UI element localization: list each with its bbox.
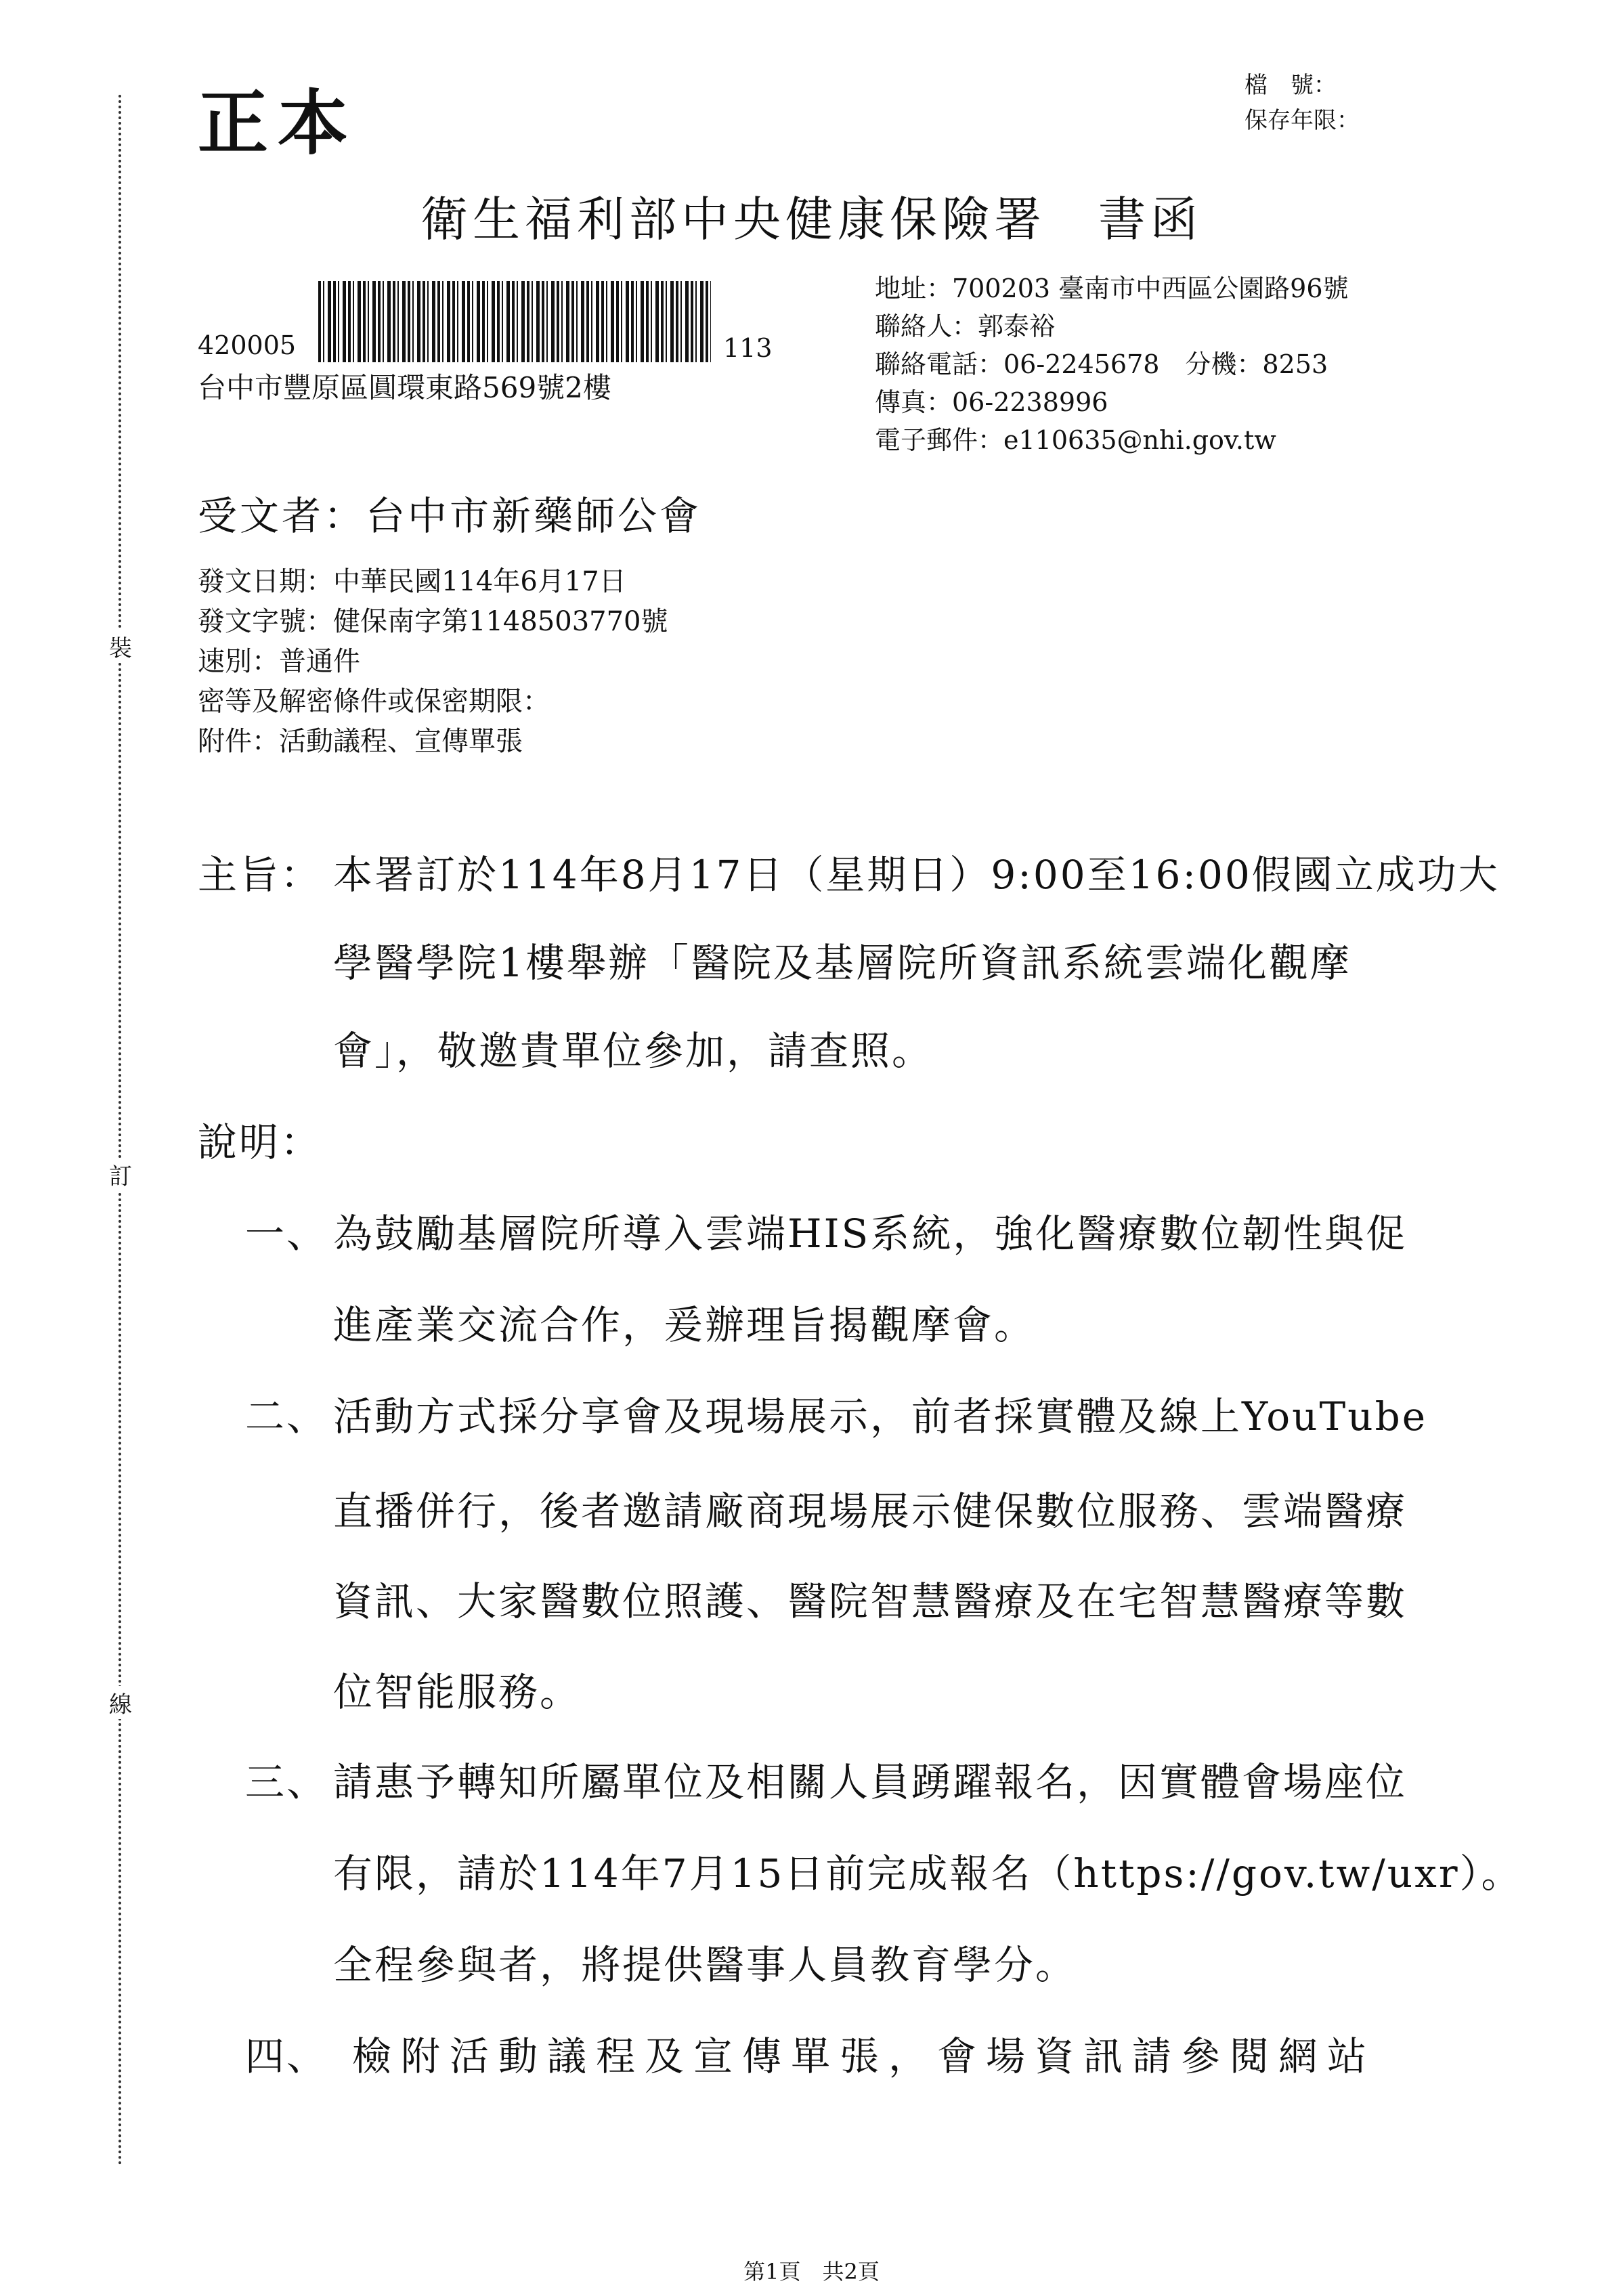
- item-line: 請惠予轉知所屬單位及相關人員踴躍報名，因實體會場座位: [333, 1759, 1408, 1805]
- page-footer: 第1頁 共2頁: [743, 2259, 880, 2284]
- item-line: 為鼓勵基層院所導入雲端HIS系統，強化醫療數位韌性與促: [333, 1211, 1408, 1257]
- item-line: 進產業交流合作，爰辦理旨揭觀摩會。: [333, 1302, 1036, 1348]
- item-line: 位智能服務。: [333, 1669, 582, 1715]
- binding-line: [118, 95, 121, 2167]
- file-info: [1245, 68, 1360, 138]
- secrecy-level: 密等及解密條件或保密期限：: [198, 686, 550, 717]
- sender-email: 電子郵件：e110635@nhi.gov.tw: [875, 425, 1276, 455]
- explanation-label: 說明：: [198, 1119, 322, 1165]
- retention-label: 保存年限：: [1245, 107, 1360, 134]
- subject-line: 本署訂於114年8月17日（星期日）9:00至16:00假國立成功大: [333, 852, 1500, 898]
- subject-line: 會」，敬邀貴單位參加，請查照。: [333, 1028, 934, 1074]
- barcode: [318, 281, 711, 362]
- issue-date: 發文日期：中華民國114年6月17日: [198, 566, 626, 597]
- subject-label: 主旨：: [198, 852, 322, 898]
- document-number: 發文字號：健保南字第1148503770號: [198, 606, 668, 637]
- document-meta: [198, 562, 668, 762]
- binding-char-bottom: 線: [108, 1686, 133, 1719]
- subject-line: 學醫學院1樓舉辦「醫院及基層院所資訊系統雲端化觀摩: [333, 940, 1351, 986]
- item-line: 有限，請於114年7月15日前完成報名（https://gov.tw/uxr）。: [333, 1850, 1523, 1897]
- binding-char-middle: 訂: [108, 1158, 133, 1191]
- item-number: 二、: [245, 1393, 328, 1439]
- item-line: 全程參與者，將提供醫事人員教育學分。: [333, 1942, 1077, 1988]
- binding-char-top: 裝: [108, 630, 133, 663]
- recipient: 受文者：台中市新藥師公會: [198, 493, 702, 539]
- delivery-speed: 速別：普通件: [198, 646, 360, 677]
- file-number-label: 檔 號：: [1245, 72, 1337, 99]
- sender-phone: 聯絡電話：06-2245678 分機：8253: [875, 349, 1328, 379]
- item-line: 活動方式採分享會及現場展示，前者採實體及線上YouTube: [333, 1393, 1428, 1439]
- item-line: 直播併行，後者邀請廠商現場展示健保數位服務、雲端醫療: [333, 1488, 1408, 1534]
- item-line: 資訊、大家醫數位照護、醫院智慧醫療及在宅智慧醫療等數: [333, 1578, 1408, 1624]
- mailing-address: 台中市豐原區圓環東路569號2樓: [198, 371, 611, 404]
- sender-fax: 傳真：06-2238996: [875, 387, 1108, 417]
- sender-info: [875, 269, 1349, 459]
- sender-contact: 聯絡人：郭泰裕: [875, 311, 1056, 341]
- postal-code: 113: [723, 333, 773, 363]
- original-copy-stamp: 正本: [198, 81, 358, 165]
- item-number: 四、: [245, 2033, 328, 2079]
- item-line: 檢附活動議程及宣傳單張，會場資訊請參閱網站: [352, 2033, 1377, 2079]
- sender-address: 地址：700203 臺南市中西區公園路96號: [875, 274, 1349, 303]
- attachments: 附件：活動議程、宣傳單張: [198, 726, 523, 757]
- document-title: 衛生福利部中央健康保險署 書函: [420, 192, 1203, 247]
- item-number: 一、: [245, 1211, 328, 1257]
- item-number: 三、: [245, 1759, 328, 1805]
- postal-zip: 420005: [198, 330, 297, 360]
